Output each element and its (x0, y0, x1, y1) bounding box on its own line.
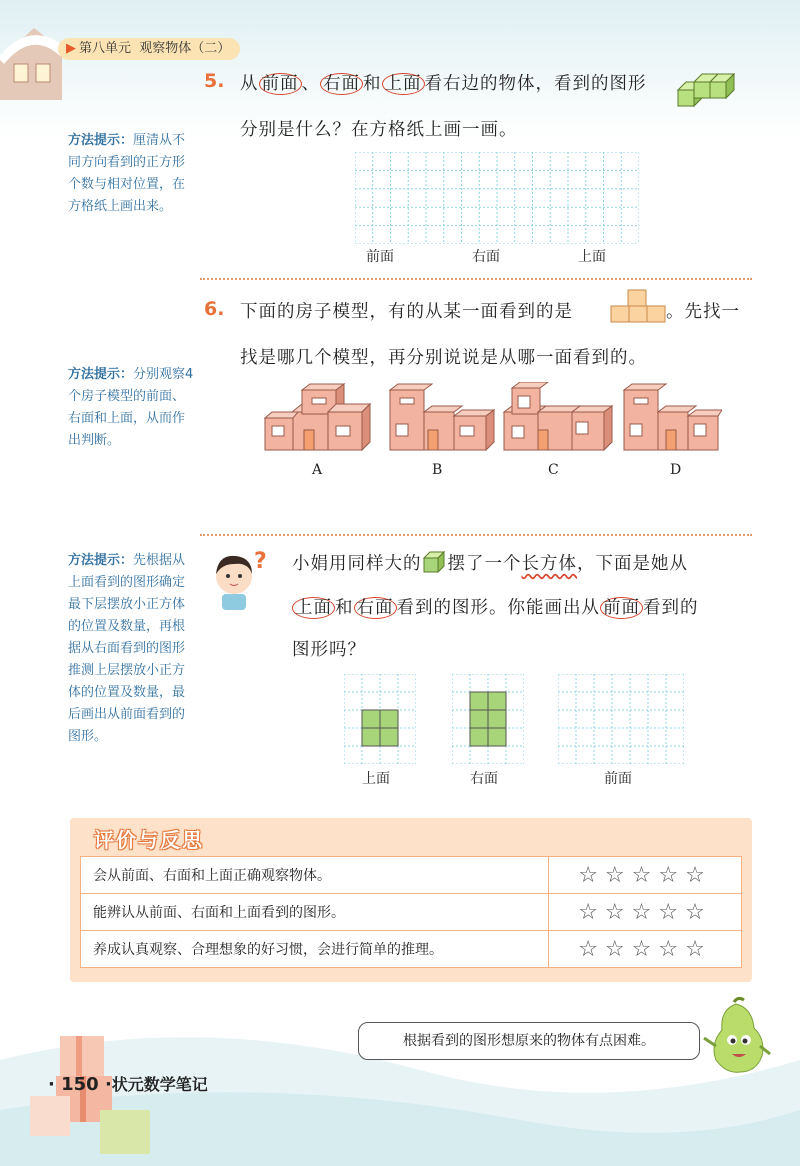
grid5-label-right: 右面 (472, 249, 500, 265)
evaluation-table (80, 856, 742, 968)
option-a-label: A (312, 462, 323, 478)
star-rating[interactable]: ☆☆☆☆☆ (549, 894, 742, 931)
evaluation-item: 养成认真观察、合理想象的好习惯，会进行简单的推理。 (81, 931, 549, 968)
section-divider (200, 534, 752, 536)
unit-label: 第八单元 (79, 41, 132, 56)
tip-6: 方法提示：分别观察4个房子模型的前面、右面和上面，从而作出判断。 (68, 367, 194, 448)
house-model-d (624, 384, 722, 450)
grid7-label-top: 上面 (362, 771, 390, 787)
option-c-label: C (548, 462, 559, 478)
tip-5: 方法提示：厘清从不同方向看到的正方形个数与相对位置，在方格纸上画出来。 (68, 133, 186, 214)
page-footer (48, 1072, 208, 1095)
question-5-line1: 从 前面 、 右面 和 上面 看右边的物体，看到的图形 (240, 74, 647, 94)
table-row (81, 931, 742, 968)
grid7-label-right: 右面 (470, 771, 498, 787)
tip-7: 方法提示：先根据从上面看到的图形确定最下层摆放小正方体的位置及数量，再根据从右面看到的图形推测上层摆放小正方体的位置及数量，最后画出从前面看到的图形。 (68, 553, 186, 744)
star-rating[interactable]: ☆☆☆☆☆ (549, 857, 742, 894)
option-b-label: B (432, 462, 443, 478)
evaluation-item: 能辨认从前面、右面和上面看到的图形。 (81, 894, 549, 931)
option-d-label: D (670, 462, 682, 478)
table-row (81, 857, 742, 894)
green-cube-icon (422, 550, 448, 579)
unit-title: 观察物体（二） (139, 41, 231, 56)
book-title: 状元数学笔记 (111, 1075, 208, 1094)
house-models-figure (262, 382, 722, 456)
question-5-number: 5. (204, 70, 225, 92)
pear-character-icon (700, 996, 772, 1076)
question-7-line2: 上面 和 右面 看到的图形。你能画出从 前面 看到的 (292, 594, 699, 619)
star-rating[interactable]: ☆☆☆☆☆ (549, 931, 742, 968)
table-row (81, 894, 742, 931)
page-number: · 150 · (48, 1074, 112, 1095)
question-6-number: 6. (204, 298, 225, 320)
boy-character-icon (204, 544, 278, 612)
cube-row-figure (668, 72, 746, 114)
speech-bubble: 根据看到的图形想原来的物体有点困难。 (358, 1022, 700, 1060)
play-arrow-icon: ▶ (66, 41, 76, 56)
house-model-b (390, 384, 494, 450)
evaluation-title: 评价与反思 (94, 828, 204, 852)
house-model-a (265, 384, 370, 450)
evaluation-item: 会从前面、右面和上面正确观察物体。 (81, 857, 549, 894)
grid7-label-front: 前面 (604, 771, 632, 787)
question-5-line2: 分别是什么？在方格纸上画一画。 (240, 120, 518, 140)
question-7-line3: 图形吗？ (292, 640, 366, 660)
grid-right-view (452, 674, 524, 764)
question-6-line1a: 下面的房子模型，有的从某一面看到的是 (240, 302, 573, 322)
grid-paper-5 (355, 152, 639, 244)
house-model-c (504, 382, 612, 450)
t-shape-figure (610, 288, 666, 324)
question-6-line1b: 。先找一 (666, 302, 740, 322)
grid5-label-top: 上面 (578, 249, 606, 265)
grid-front-view (558, 674, 684, 764)
grid5-label-front: 前面 (366, 249, 394, 265)
svg-text:?: ? (254, 549, 267, 574)
unit-chip (58, 38, 240, 60)
question-7-line1: 小娟用同样大的 摆了一个长方体，下面是她从 (292, 550, 688, 579)
grid-top-view (344, 674, 416, 764)
question-6-line2: 找是哪几个模型，再分别说说是从哪一面看到的。 (240, 348, 647, 368)
section-divider (200, 278, 752, 280)
